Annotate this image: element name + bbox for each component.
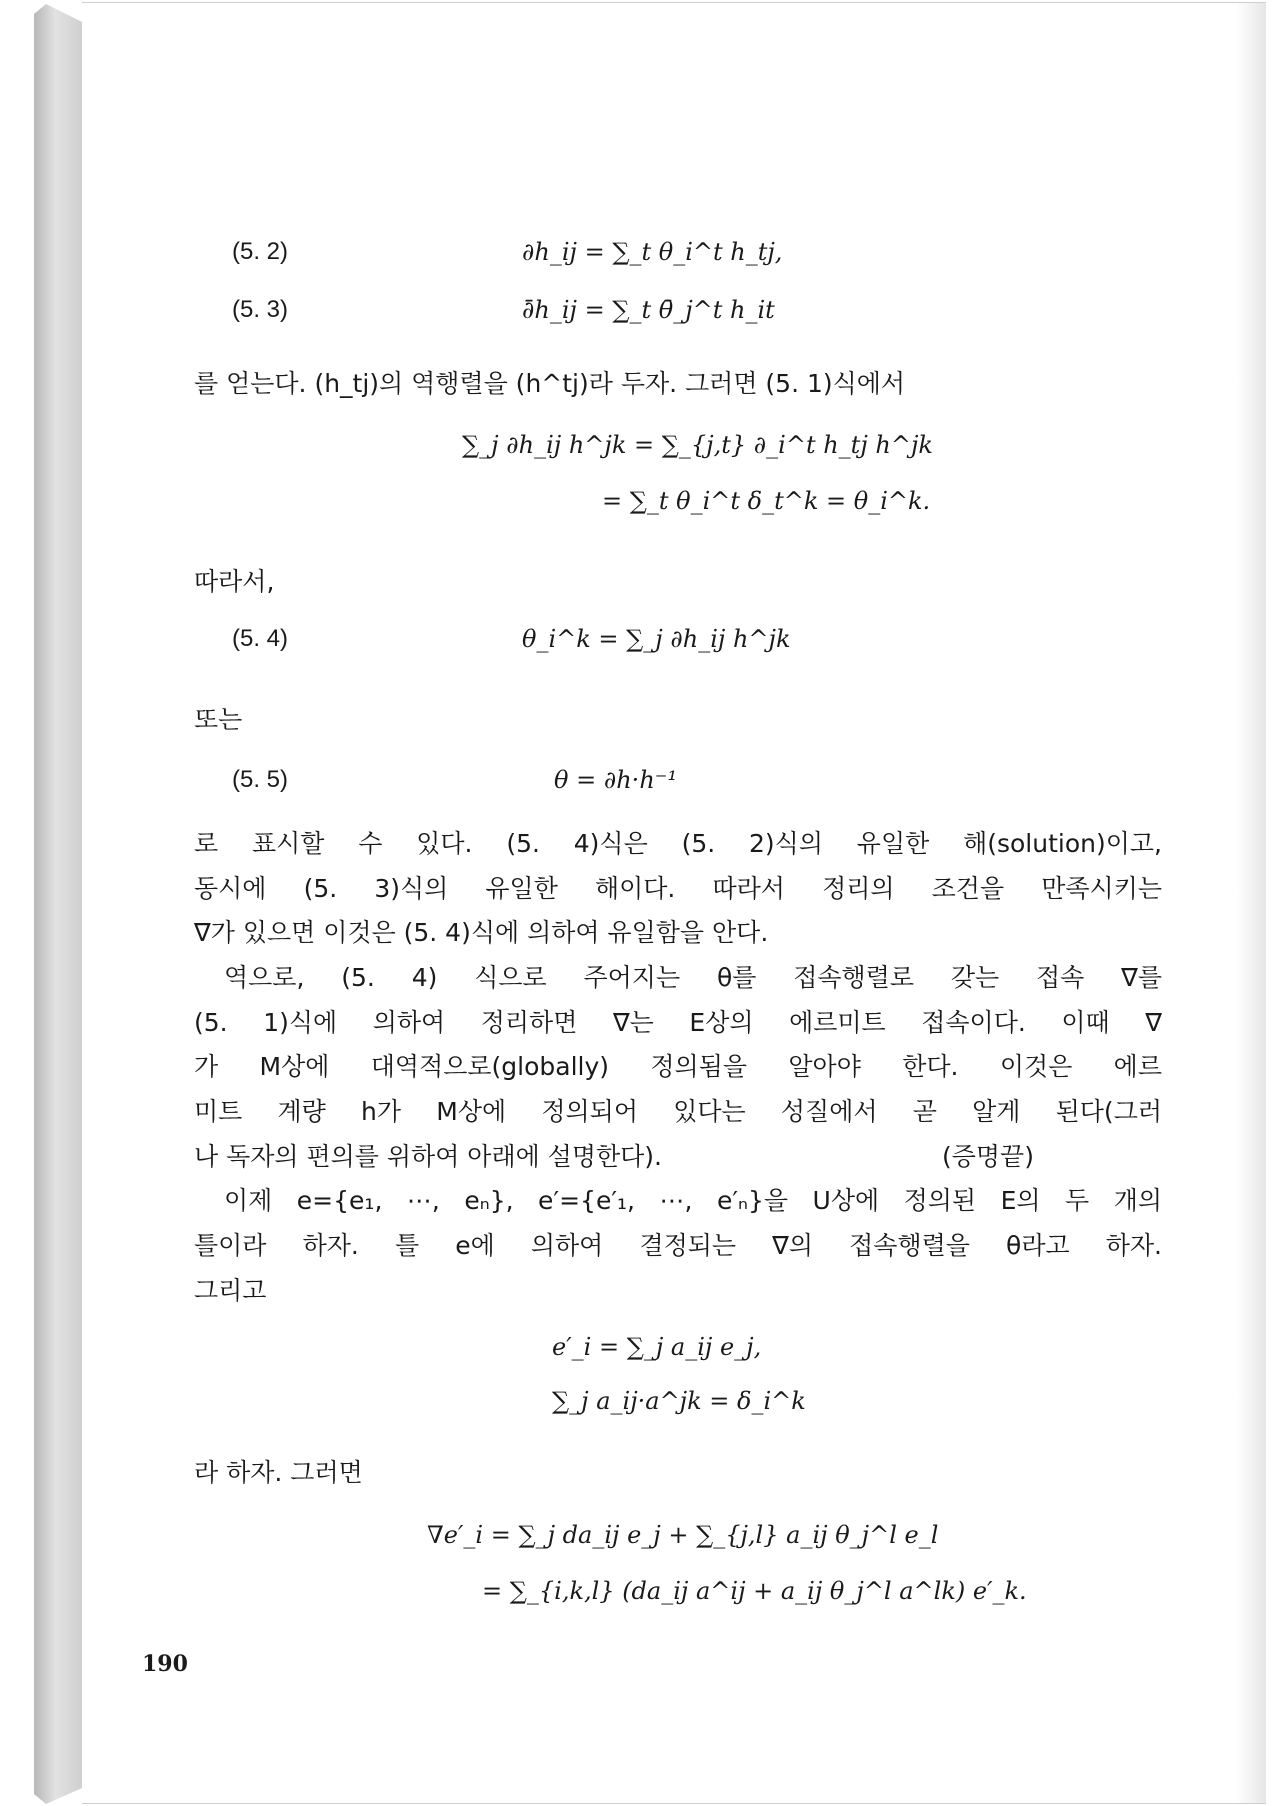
equation-body: θ_i^k = ∑_j ∂h_ij h^jk	[522, 625, 791, 653]
equation-5-5	[82, 766, 1266, 806]
connection-equation-2: = ∑_{i,k,l} (da_ij a^ij + a_ij θ_j^l a^lk) e′_k.	[482, 1577, 1027, 1605]
text-line: 또는	[194, 705, 243, 734]
connection-equation-1: ∇e′_i = ∑_j da_ij e_j + ∑_{j,l} a_ij θ_j^l e_l	[427, 1521, 939, 1549]
derivation-line-1: ∑_j ∂h_ij h^jk = ∑_{j,t} ∂_i^t h_tj h^jk	[462, 431, 933, 459]
derivation-line-2: = ∑_t θ_i^t δ_t^k = θ_i^k.	[602, 487, 931, 515]
equation-5-4	[82, 625, 1266, 665]
equation-body: ∂̄h_ij = ∑_t θ̄_j^t h_it	[522, 296, 775, 324]
text-line: (5. 1)식에 의하여 정리하면 ∇는 E상의 에르미트 접속이다. 이때 ∇	[194, 1008, 1162, 1037]
equation-label: (5. 4)	[232, 625, 289, 652]
text-line: 이제 e={e₁, ⋯, eₙ}, e′={e′₁, ⋯, e′ₙ}을 U상에 정의된 E의 두 개의	[224, 1186, 1162, 1215]
text-line: 나 독자의 편의를 위하여 아래에 설명한다).	[194, 1142, 662, 1171]
text-line: 라 하자. 그러면	[194, 1458, 363, 1487]
equation-label: (5. 3)	[232, 296, 289, 323]
equation-label: (5. 2)	[232, 238, 289, 265]
equation-5-3	[82, 296, 1266, 336]
equation-body: θ = ∂h·h⁻¹	[554, 766, 678, 794]
text-line: 가 M상에 대역적으로(globally) 정의됨을 알아야 한다. 이것은 에르	[194, 1052, 1162, 1081]
text-line: 따라서,	[194, 567, 275, 596]
text-line: 틀이라 하자. 틀 e에 의하여 결정되는 ∇의 접속행렬을 θ라고 하자.	[194, 1231, 1162, 1260]
text-line: 를 얻는다. (h_tj)의 역행렬을 (h^tj)라 두자. 그러면 (5. 1)식에서	[194, 369, 906, 398]
frame-equation-1: e′_i = ∑_j a_ij e_j,	[552, 1333, 762, 1361]
book-spine	[34, 4, 82, 1804]
text-line: 로 표시할 수 있다. (5. 4)식은 (5. 2)식의 유일한 해(solution)이고,	[194, 829, 1162, 858]
text-line: 미트 계량 h가 M상에 정의되어 있다는 성질에서 곧 알게 된다(그러	[194, 1097, 1162, 1126]
text-line: 그리고	[194, 1276, 267, 1305]
text-line: 동시에 (5. 3)식의 유일한 해이다. 따라서 정리의 조건을 만족시키는	[194, 874, 1162, 903]
text-line: ∇가 있으면 이것은 (5. 4)식에 의하여 유일함을 안다.	[194, 918, 769, 947]
qed-mark: (증명끝)	[942, 1142, 1034, 1171]
book-page	[82, 2, 1266, 1804]
text-line: 역으로, (5. 4) 식으로 주어지는 θ를 접속행렬로 갖는 접속 ∇를	[224, 963, 1162, 992]
equation-5-2	[82, 238, 1266, 278]
equation-body: ∂h_ij = ∑_t θ_i^t h_tj,	[522, 238, 783, 266]
equation-label: (5. 5)	[232, 766, 289, 793]
frame-equation-2: ∑_j a_ij·a^jk = δ_i^k	[552, 1387, 806, 1415]
page-number: 190	[142, 1651, 188, 1677]
